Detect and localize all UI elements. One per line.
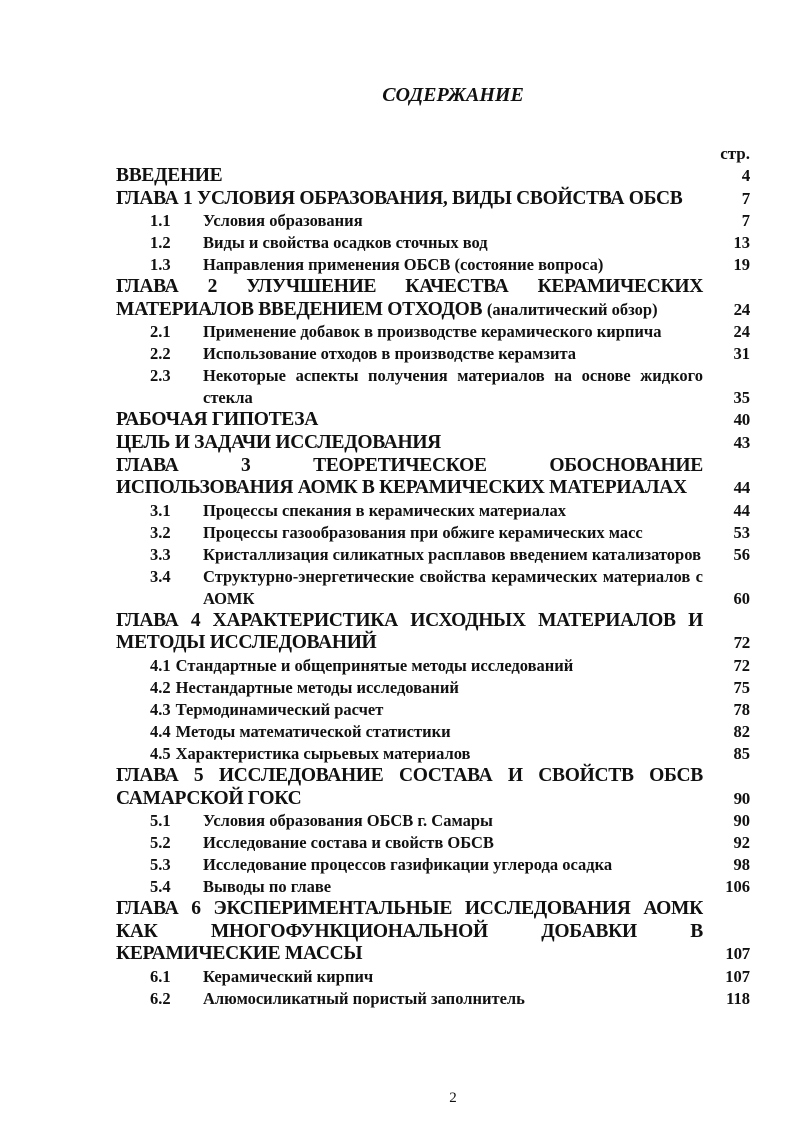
toc-page-number: 118 — [726, 988, 750, 1008]
toc-page-number: 40 — [733, 410, 750, 430]
toc-entry-body — [116, 365, 703, 409]
toc-chapter-entry — [116, 409, 750, 432]
toc-entry-title: ГЛАВА 2 УЛУЧШЕНИЕ КАЧЕСТВА КЕРАМИЧЕСКИХ МАТЕРИАЛОВ ВВЕДЕНИЕМ ОТХОДОВ — [116, 276, 703, 320]
toc-section-number: 2.2 — [150, 344, 171, 364]
toc-section-number: 6.1 — [150, 966, 171, 986]
toc-section-entry — [116, 522, 750, 544]
toc-entry-body — [116, 165, 703, 188]
toc-page-number: 72 — [733, 633, 750, 653]
toc-section-entry — [116, 254, 750, 276]
page-number: 2 — [449, 1090, 457, 1106]
toc-section-entry — [116, 566, 750, 610]
toc-entry-title: Выводы по главе — [203, 877, 332, 897]
toc-section-entry — [116, 743, 750, 765]
toc-entry-title: Некоторые аспекты получения материалов на основе жидкого стекла — [203, 366, 703, 408]
toc-section-entry — [116, 810, 750, 832]
toc-entry-title: РАБОЧАЯ ГИПОТЕЗА — [116, 409, 319, 431]
toc-page-number: 82 — [733, 721, 750, 741]
toc-section-entry — [116, 232, 750, 254]
toc-entry-body — [116, 210, 703, 232]
toc-entry-body — [116, 321, 703, 343]
toc-entry-title: Нестандартные методы исследований — [175, 677, 459, 697]
toc-entry-note: (аналитический обзор) — [486, 299, 658, 319]
toc-chapter-entry — [116, 610, 750, 655]
toc-page-number: 107 — [725, 944, 750, 964]
toc-page-number: 13 — [733, 233, 750, 253]
toc-section-number: 5.2 — [150, 833, 171, 853]
toc-page-number: 53 — [733, 522, 750, 542]
toc-entry-body — [116, 544, 703, 566]
toc-section-entry — [116, 500, 750, 522]
toc-entry-title: ГЛАВА 3 ТЕОРЕТИЧЕСКОЕ ОБОСНОВАНИЕ ИСПОЛЬЗОВАНИЯ АОМК В КЕРАМИЧЕСКИХ МАТЕРИАЛАХ — [116, 454, 703, 499]
toc-page-number: 24 — [733, 322, 750, 342]
toc-entry-title: Алюмосиликатный пористый заполнитель — [203, 988, 525, 1008]
toc-section-number: 1.3 — [150, 255, 171, 275]
toc-entry-body — [116, 743, 703, 765]
toc-entry-body — [116, 854, 703, 876]
toc-entry-body — [116, 566, 703, 610]
toc-section-number: 1.2 — [150, 233, 171, 253]
toc-entry-title: Термодинамический расчет — [175, 699, 384, 719]
toc-entry-title: Керамический кирпич — [203, 966, 374, 986]
toc-section-number: 5.1 — [150, 811, 171, 831]
toc-section-number: 3.4 — [150, 566, 171, 586]
toc-entry-body — [116, 721, 703, 743]
toc-entry-body — [116, 232, 703, 254]
toc-chapter-entry — [116, 165, 750, 188]
toc-page-number: 90 — [733, 811, 750, 831]
toc-entry-body — [116, 432, 703, 455]
toc-page-number: 106 — [725, 877, 750, 897]
toc-section-number: 3.1 — [150, 500, 171, 520]
toc-entry-title: ГЛАВА 1 УСЛОВИЯ ОБРАЗОВАНИЯ, ВИДЫ СВОЙСТВА ОБСВ — [116, 187, 683, 209]
toc-section-entry — [116, 210, 750, 232]
toc-entry-title: Условия образования — [203, 211, 363, 231]
toc-entry-title: Методы математической статистики — [175, 721, 451, 741]
toc-section-number: 4.2 — [150, 677, 171, 697]
toc-section-entry — [116, 544, 750, 566]
toc-entry-body — [116, 500, 703, 522]
toc-section-number: 2.1 — [150, 322, 171, 342]
toc-chapter-entry — [116, 188, 750, 211]
toc-page-number: 44 — [733, 478, 750, 498]
toc-page-number: 7 — [741, 188, 750, 208]
toc-section-entry — [116, 988, 750, 1010]
toc-section-entry — [116, 677, 750, 699]
toc-entry-body — [116, 343, 703, 365]
toc-page-number: 44 — [733, 500, 750, 520]
toc-entry-title: ГЛАВА 6 ЭКСПЕРИМЕНТАЛЬНЫЕ ИССЛЕДОВАНИЯ АОМК КАК МНОГОФУНКЦИОНАЛЬНОЙ ДОБАВКИ В КЕРАМИЧЕСКИЕ МАССЫ — [116, 898, 703, 965]
toc-entry-title: ЦЕЛЬ И ЗАДАЧИ ИССЛЕДОВАНИЯ — [116, 431, 441, 453]
toc-section-entry — [116, 655, 750, 677]
toc-page-number: 98 — [733, 855, 750, 875]
toc-entry-body — [116, 409, 703, 432]
page-column-label: стр. — [720, 144, 750, 163]
toc-page-number: 92 — [733, 833, 750, 853]
toc-entry-body — [116, 522, 703, 544]
toc-entry-title: Условия образования ОБСВ г. Самары — [203, 811, 493, 831]
toc-section-entry — [116, 854, 750, 876]
toc-entry-body — [116, 898, 703, 966]
toc-entry-title: Процессы спекания в керамических материалах — [203, 500, 567, 520]
toc-entry-body — [116, 610, 703, 655]
toc-section-number: 4.5 — [150, 743, 171, 763]
toc-entry-body — [116, 655, 703, 677]
table-of-contents — [116, 165, 750, 1010]
toc-chapter-entry — [116, 455, 750, 500]
toc-section-number: 1.1 — [150, 211, 171, 231]
toc-section-number: 5.4 — [150, 877, 171, 897]
toc-page-number: 4 — [741, 166, 750, 185]
toc-entry-title: Процессы газообразования при обжиге керамических масс — [203, 522, 643, 542]
toc-entry-title: ВВЕДЕНИЕ — [116, 165, 223, 186]
toc-entry-body — [116, 455, 703, 500]
toc-entry-body — [116, 699, 703, 721]
toc-page-number: 43 — [733, 432, 750, 452]
toc-page-number: 7 — [741, 211, 750, 231]
toc-chapter-entry — [116, 765, 750, 810]
toc-section-entry — [116, 832, 750, 854]
toc-section-number: 4.3 — [150, 699, 171, 719]
toc-section-number: 3.3 — [150, 544, 171, 564]
toc-page-number: 78 — [733, 699, 750, 719]
toc-section-entry — [116, 876, 750, 898]
toc-entry-title: Использование отходов в производстве керамзита — [203, 344, 577, 364]
toc-section-number: 4.1 — [150, 655, 171, 675]
toc-page-number: 90 — [733, 788, 750, 808]
page-title: СОДЕРЖАНИЕ — [382, 84, 524, 106]
toc-entry-body — [116, 254, 703, 276]
toc-entry-title: Кристаллизация силикатных расплавов введением катализаторов — [203, 544, 701, 564]
toc-section-number: 4.4 — [150, 721, 171, 741]
toc-section-entry — [116, 699, 750, 721]
toc-page-number: 56 — [733, 544, 750, 564]
toc-section-number: 3.2 — [150, 522, 171, 542]
toc-entry-title: Характеристика сырьевых материалов — [175, 743, 471, 763]
toc-chapter-entry — [116, 432, 750, 455]
toc-page-number: 35 — [733, 388, 750, 408]
toc-entry-body — [116, 188, 703, 211]
toc-entry-title: Исследование состава и свойств ОБСВ — [203, 833, 494, 853]
toc-page-number: 85 — [733, 743, 750, 763]
toc-entry-title: Исследование процессов газификации углерода осадка — [203, 855, 613, 875]
toc-section-entry — [116, 321, 750, 343]
toc-entry-title: Стандартные и общепринятые методы исследований — [175, 655, 574, 675]
toc-section-entry — [116, 721, 750, 743]
toc-page-number: 24 — [733, 299, 750, 319]
toc-section-number: 6.2 — [150, 988, 171, 1008]
toc-entry-title: Виды и свойства осадков сточных вод — [203, 233, 488, 253]
toc-page-number: 72 — [733, 655, 750, 675]
toc-entry-body — [116, 966, 703, 988]
toc-section-entry — [116, 966, 750, 988]
toc-entry-body — [116, 765, 703, 810]
toc-entry-body — [116, 677, 703, 699]
toc-entry-title: Структурно-энергетические свойства керамических материалов с АОМК — [203, 566, 703, 608]
toc-entry-body — [116, 988, 703, 1010]
toc-page-number: 60 — [733, 588, 750, 608]
toc-entry-title: Направления применения ОБСВ (состояние вопроса) — [203, 255, 604, 275]
toc-section-number: 2.3 — [150, 366, 171, 386]
toc-section-entry — [116, 343, 750, 365]
toc-entry-title: ГЛАВА 5 ИССЛЕДОВАНИЕ СОСТАВА И СВОЙСТВ ОБСВ САМАРСКОЙ ГОКС — [116, 764, 703, 809]
toc-section-number: 5.3 — [150, 855, 171, 875]
toc-entry-title: Применение добавок в производстве керамического кирпича — [203, 322, 662, 342]
toc-entry-title: ГЛАВА 4 ХАРАКТЕРИСТИКА ИСХОДНЫХ МАТЕРИАЛОВ И МЕТОДЫ ИССЛЕДОВАНИЙ — [116, 609, 703, 654]
toc-entry-body — [116, 810, 703, 832]
toc-page-number: 19 — [733, 255, 750, 275]
toc-page-number: 107 — [725, 966, 750, 986]
toc-page-number: 31 — [733, 344, 750, 364]
toc-page-number: 75 — [733, 677, 750, 697]
toc-section-entry — [116, 365, 750, 409]
toc-chapter-entry — [116, 276, 750, 321]
toc-entry-body — [116, 276, 703, 321]
toc-chapter-entry — [116, 898, 750, 966]
toc-entry-body — [116, 876, 703, 898]
toc-entry-body — [116, 832, 703, 854]
